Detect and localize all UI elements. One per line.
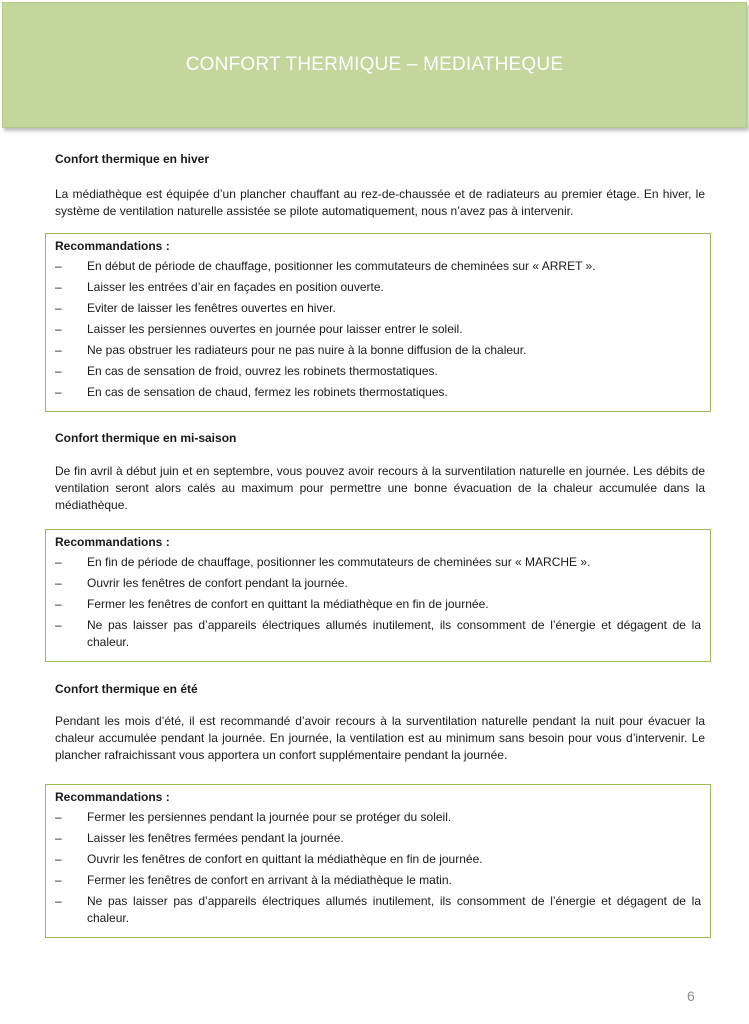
dash-bullet: –: [55, 364, 62, 378]
list-item-text: Ne pas laisser pas d’appareils électriques allumés inutilement, ils consomment de l’énergie et dégagent de la chaleur.: [87, 894, 701, 925]
dash-bullet: –: [55, 894, 62, 908]
list-item-text: En cas de sensation de froid, ouvrez les robinets thermostatiques.: [87, 364, 438, 378]
recommendations-list: [55, 554, 701, 651]
list-item-text: Fermer les fenêtres de confort en arrivant à la médiathèque le matin.: [87, 873, 452, 887]
list-item-text: Ouvrir les fenêtres de confort en quittant la médiathèque en fin de journée.: [87, 852, 483, 866]
list-item-text: Ne pas obstruer les radiateurs pour ne pas nuire à la bonne diffusion de la chaleur.: [87, 343, 527, 357]
list-item: [55, 596, 701, 613]
list-item-text: Laisser les fenêtres fermées pendant la journée.: [87, 831, 344, 845]
section-mi-saison: [55, 431, 705, 445]
list-item: [55, 575, 701, 592]
list-item-text: Fermer les persiennes pendant la journée pour se protéger du soleil.: [87, 810, 452, 824]
list-item: [55, 554, 701, 571]
section-paragraph: La médiathèque est équipée d’un plancher chauffant au rez-de-chaussée et de radiateurs au premier étage. En hiver, le système de ventilation naturelle assistée se pilote automatiquement, nous n’avez pas à intervenir.: [55, 187, 705, 218]
list-item: [55, 830, 701, 847]
dash-bullet: –: [55, 831, 62, 845]
section-paragraph: De fin avril à début juin et en septembre, vous pouvez avoir recours à la surventilation naturelle en journée. Les débits de ventilation seront alors calés au maximum pour permettre une bonne évacuation de la chaleur accumulée dans la médiathèque.: [55, 464, 705, 512]
dash-bullet: –: [55, 343, 62, 357]
list-item: [55, 872, 701, 889]
list-item: [55, 321, 701, 338]
dash-bullet: –: [55, 597, 62, 611]
section-ete: [55, 682, 705, 696]
dash-bullet: –: [55, 873, 62, 887]
list-item: [55, 279, 701, 296]
list-item: [55, 617, 701, 651]
dash-bullet: –: [55, 852, 62, 866]
list-item-text: En cas de sensation de chaud, fermez les robinets thermostatiques.: [87, 385, 448, 399]
page-number: 6: [687, 988, 695, 1004]
list-item-text: Eviter de laisser les fenêtres ouvertes en hiver.: [87, 301, 336, 315]
section-hiver-text: [55, 186, 705, 220]
page-title: CONFORT THERMIQUE – MEDIATHEQUE: [185, 54, 564, 75]
list-item: [55, 809, 701, 826]
recommendations-title: Recommandations :: [55, 535, 170, 549]
list-item-text: En début de période de chauffage, positionner les commutateurs de cheminées sur « ARRET ».: [87, 259, 596, 273]
list-item-text: Ne pas laisser pas d’appareils électriques allumés inutilement, ils consomment de l’énergie et dégagent de la chaleur.: [87, 618, 701, 649]
section-title: Confort thermique en hiver: [55, 152, 210, 166]
recommendations-list: [55, 809, 701, 927]
recommendations-title: Recommandations :: [55, 790, 170, 804]
list-item: [55, 258, 701, 275]
dash-bullet: –: [55, 385, 62, 399]
dash-bullet: –: [55, 618, 62, 632]
section-hiver: [55, 152, 705, 166]
dash-bullet: –: [55, 555, 62, 569]
dash-bullet: –: [55, 322, 62, 336]
dash-bullet: –: [55, 301, 62, 315]
dash-bullet: –: [55, 280, 62, 294]
list-item-text: Fermer les fenêtres de confort en quittant la médiathèque en fin de journée.: [87, 597, 489, 611]
list-item-text: En fin de période de chauffage, positionner les commutateurs de cheminées sur « MARCHE ».: [87, 555, 591, 569]
section-paragraph: Pendant les mois d’été, il est recommandé d’avoir recours à la surventilation naturelle pendant la nuit pour évacuer la chaleur accumulée pendant la journée. En journée, la ventilation est au minimum sans besoin pour vous d’intervenir. Le plancher rafraichissant vous apportera un confort supplémentaire pendant la journée.: [55, 714, 705, 762]
recommendations-box-hiver: [45, 233, 711, 412]
recommendations-list: [55, 258, 701, 401]
section-mi-saison-text: [55, 463, 705, 514]
list-item: [55, 300, 701, 317]
section-title: Confort thermique en été: [55, 682, 198, 696]
header-banner: [2, 2, 747, 128]
dash-bullet: –: [55, 259, 62, 273]
list-item: [55, 384, 701, 401]
recommendations-box-mi-saison: [45, 529, 711, 662]
section-title: Confort thermique en mi-saison: [55, 431, 237, 445]
dash-bullet: –: [55, 576, 62, 590]
recommendations-box-ete: [45, 784, 711, 938]
dash-bullet: –: [55, 810, 62, 824]
list-item: [55, 851, 701, 868]
recommendations-title: Recommandations :: [55, 239, 170, 253]
list-item-text: Ouvrir les fenêtres de confort pendant la journée.: [87, 576, 348, 590]
list-item: [55, 342, 701, 359]
list-item: [55, 893, 701, 927]
list-item-text: Laisser les entrées d’air en façades en position ouverte.: [87, 280, 384, 294]
list-item: [55, 363, 701, 380]
section-ete-text: [55, 713, 705, 764]
list-item-text: Laisser les persiennes ouvertes en journée pour laisser entrer le soleil.: [87, 322, 463, 336]
